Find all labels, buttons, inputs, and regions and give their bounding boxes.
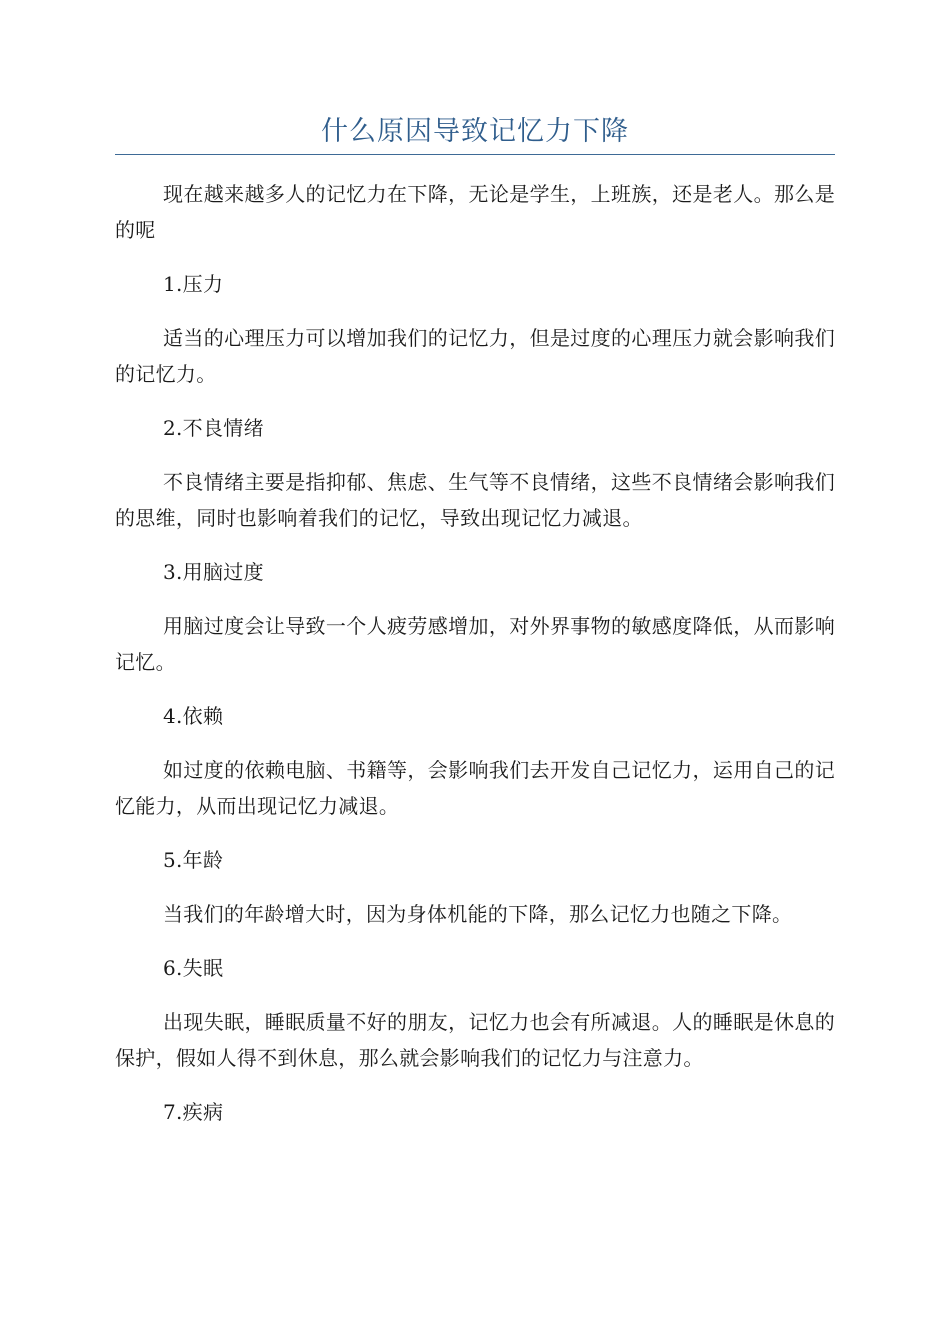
section-paragraph-age: 当我们的年龄增大时，因为身体机能的下降，那么记忆力也随之下降。 [163,902,793,926]
section-heading-dependence: 4.依赖 [163,704,224,728]
section-heading-pressure: 1.压力 [163,272,224,296]
section-paragraph-overuse: 用脑过度会让导致一个人疲劳感增加，对外界事物的敏感度降低，从而影响记忆。 [115,614,835,674]
title-underline [115,154,835,155]
section-heading-disease: 7.疾病 [163,1100,224,1124]
section-heading-insomnia: 6.失眠 [163,956,224,980]
section-paragraph-dependence: 如过度的依赖电脑、书籍等，会影响我们去开发自己记忆力，运用自己的记忆能力，从而出现记忆力减退。 [115,758,835,818]
section-paragraph-pressure: 适当的心理压力可以增加我们的记忆力，但是过度的心理压力就会影响我们的记忆力。 [115,326,835,386]
section-heading-bad-mood: 2.不良情绪 [163,416,264,440]
section-paragraph-insomnia: 出现失眠，睡眠质量不好的朋友，记忆力也会有所减退。人的睡眠是休息的保护，假如人得不到休息，那么就会影响我们的记忆力与注意力。 [115,1010,835,1070]
section-heading-age: 5.年龄 [163,848,224,872]
section-heading-overuse: 3.用脑过度 [163,560,264,584]
document-body [115,176,835,1148]
section-paragraph-bad-mood: 不良情绪主要是指抑郁、焦虑、生气等不良情绪，这些不良情绪会影响我们的思维，同时也影响着我们的记忆，导致出现记忆力减退。 [115,470,835,530]
page-title: 什么原因导致记忆力下降 [321,116,629,147]
intro-paragraph: 现在越来越多人的记忆力在下降，无论是学生，上班族，还是老人。那么是的呢 [115,182,835,242]
